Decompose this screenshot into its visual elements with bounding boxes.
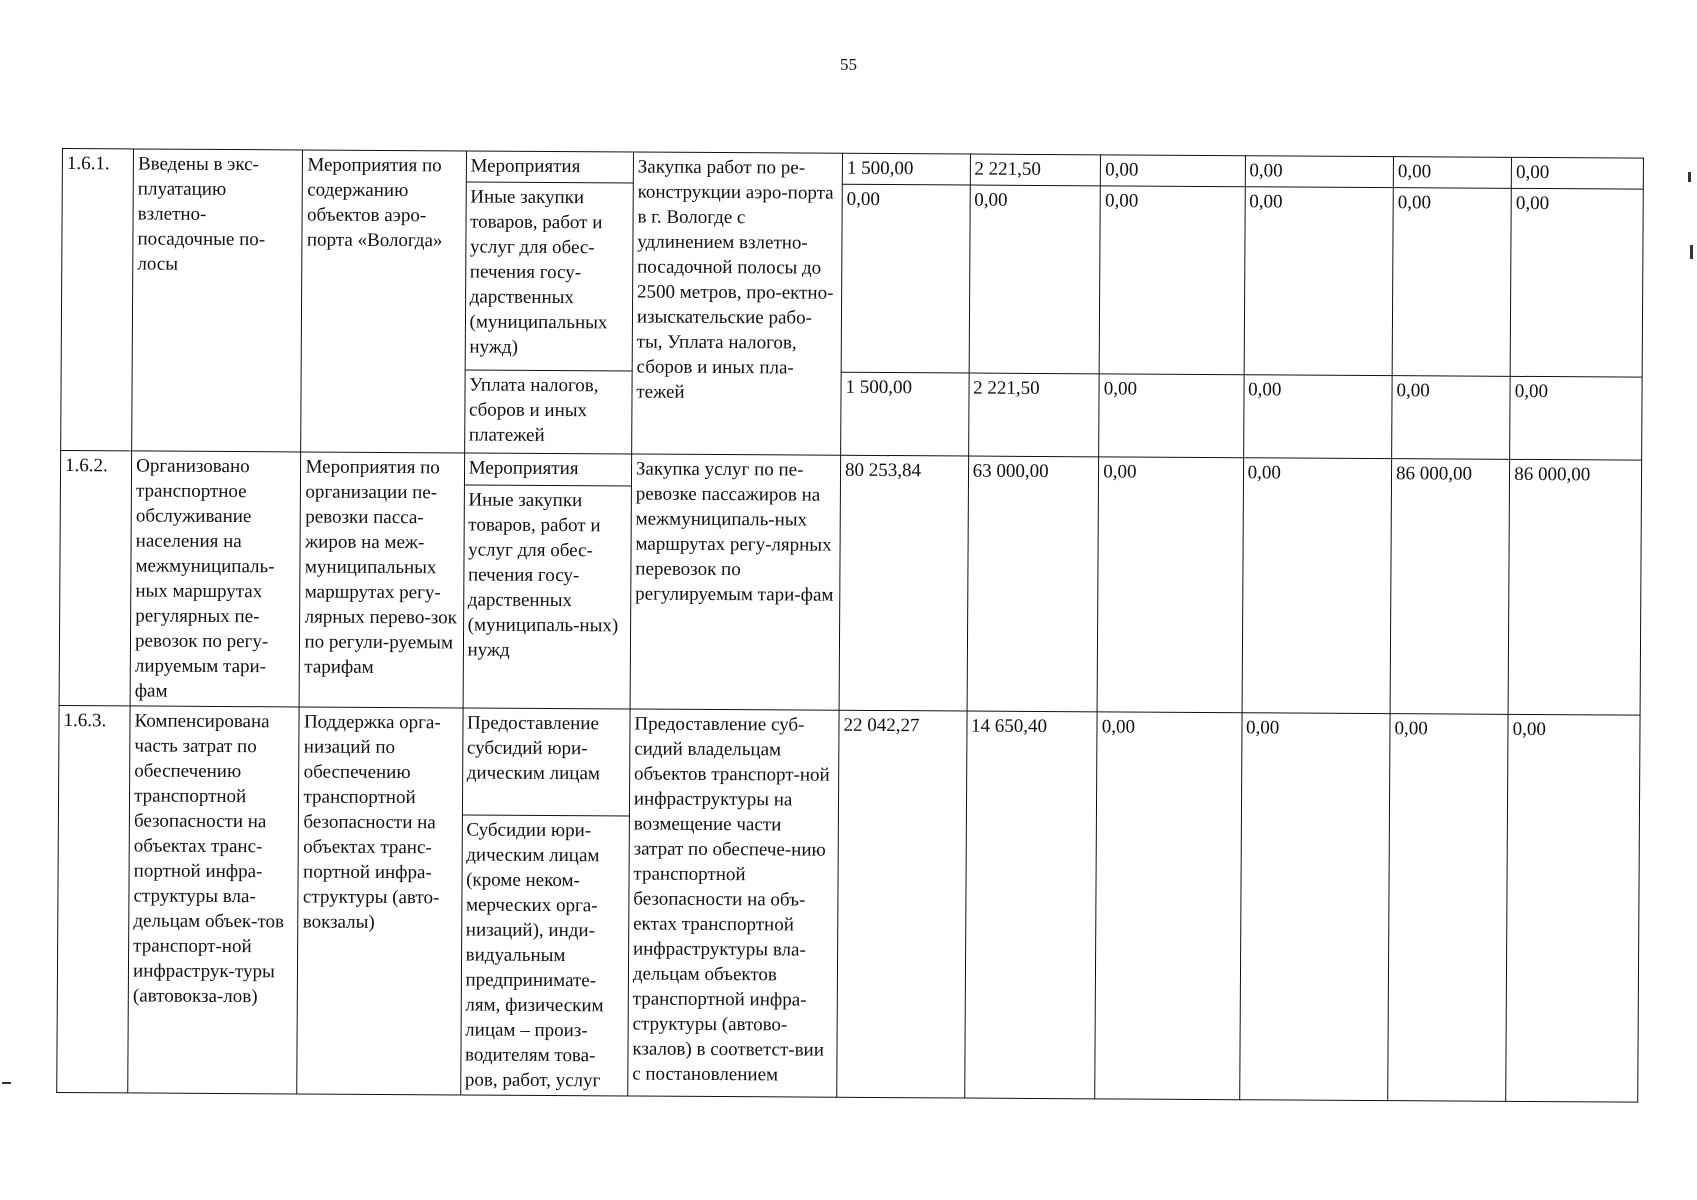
value-cell: 0,00 (1099, 374, 1244, 458)
value-cell: 22 042,27 (837, 710, 967, 1098)
type-cell: Мероприятия (464, 453, 631, 486)
value-cell: 0,00 (1510, 188, 1643, 377)
value-cell: 2 221,50 (968, 373, 1099, 457)
value-cell: 14 650,40 (964, 711, 1097, 1099)
value-cell: 63 000,00 (967, 456, 1099, 712)
value-cell: 0,00 (969, 185, 1101, 374)
value-cell: 0,00 (1245, 156, 1394, 188)
page-number: 55 (840, 55, 857, 74)
value-cell: 0,00 (1095, 712, 1242, 1100)
result-cell: Введены в экс-плуатацию взлетно-посадочные по-лосы (132, 149, 303, 452)
value-cell: 2 221,50 (970, 154, 1101, 186)
row-number: 1.6.1. (61, 149, 134, 451)
result-cell: Организовано транспортное обслуживание населения на межмуниципаль-ных маршрутах регулярных пе-ревозок по регу-лируемым тари-фам (130, 451, 301, 707)
value-cell: 1 500,00 (841, 372, 969, 456)
type-cell: Мероприятия (466, 151, 633, 183)
row-number: 1.6.3. (57, 705, 130, 1092)
value-cell: 0,00 (1099, 186, 1244, 375)
scan-mark (1688, 172, 1691, 182)
description-cell: Закупка услуг по пе-ревозке пассажиров на межмуниципаль-ных маршрутах регу-лярных перевозок по регулируемым тари-фам (630, 454, 841, 710)
value-cell: 0,00 (1239, 713, 1390, 1101)
value-cell: 0,00 (1388, 714, 1509, 1102)
value-cell: 0,00 (1244, 187, 1394, 376)
type-cell: Предоставление субсидий юри-дическим лицам (462, 708, 630, 816)
value-cell: 80 253,84 (839, 455, 968, 711)
type-cell: Иные закупки товаров, работ и услуг для обес-печения госу-дарственных (муниципальных нужд) (465, 182, 633, 371)
value-cell: 0,00 (1097, 457, 1243, 713)
description-cell: Закупка работ по ре-конструкции аэро-порта в г. Вологде с удлинением взлетно-посадочной полосы до 2500 метров, про-ектно-изыскательские рабо-ты, Уплата налогов, сборов и иных пла-тежей (632, 152, 843, 455)
type-cell: Субсидии юри-дическим лицам (кроме неком-мерческих орга-низаций), инди-видуальным предпринимате-лям, физическим лицам – произ-водителям това-ров, работ, услуг (460, 815, 629, 1096)
value-cell: 86 000,00 (1390, 459, 1510, 715)
budget-table (56, 148, 1644, 1103)
value-cell: 0,00 (1243, 375, 1392, 459)
value-cell: 0,00 (1392, 188, 1511, 377)
scan-mark (1690, 245, 1693, 259)
row-number: 1.6.2. (59, 450, 132, 705)
scan-mark (2, 1082, 11, 1084)
value-cell: 0,00 (1511, 157, 1643, 189)
type-cell: Иные закупки товаров, работ и услуг для обес-печения госу-дарственных (муниципаль-ных) нужд (463, 485, 632, 709)
value-cell: 0,00 (841, 184, 970, 373)
result-cell: Компенсирована часть затрат по обеспечению транспортной безопасности на объектах транс-портной инфра-структуры вла-дельцам объек-тов транспорт-ной инфраструк-туры (автовокза-лов) (128, 706, 300, 1094)
value-cell: 86 000,00 (1508, 459, 1641, 715)
value-cell: 0,00 (1101, 155, 1245, 187)
event-cell: Мероприятия по содержанию объектов аэро-порта «Вологда» (301, 150, 466, 453)
value-cell: 0,00 (1510, 376, 1642, 460)
value-cell: 0,00 (1392, 376, 1511, 460)
type-cell: Уплата налогов, сборов и иных платежей (464, 370, 632, 454)
value-cell: 0,00 (1506, 714, 1640, 1102)
event-cell: Поддержка орга-низаций по обеспечению транспортной безопасности на объектах транс-портной инфра-структуры (авто-вокзалы) (297, 707, 462, 1095)
table-row (58, 705, 1640, 822)
description-cell: Предоставление суб-сидий владельцам объектов транспорт-ной инфраструктуры на возмещение части затрат по обеспече-нию транспортной безопасности на объ-ектах транспортной инфраструктуры вла-дельцам объектов транспортной инфра-структуры (автово-кзалов) в соответст-вии с постановлением (628, 709, 839, 1097)
value-cell: 1 500,00 (842, 153, 970, 185)
table-row (62, 149, 1643, 190)
value-cell: 0,00 (1393, 157, 1511, 189)
value-cell: 0,00 (1242, 458, 1392, 714)
event-cell: Мероприятия по организации пе-ревозки пасса-жиров на меж-муниципальных маршрутах регу-лярных перево-зок по регули-руемым тарифам (300, 452, 465, 708)
